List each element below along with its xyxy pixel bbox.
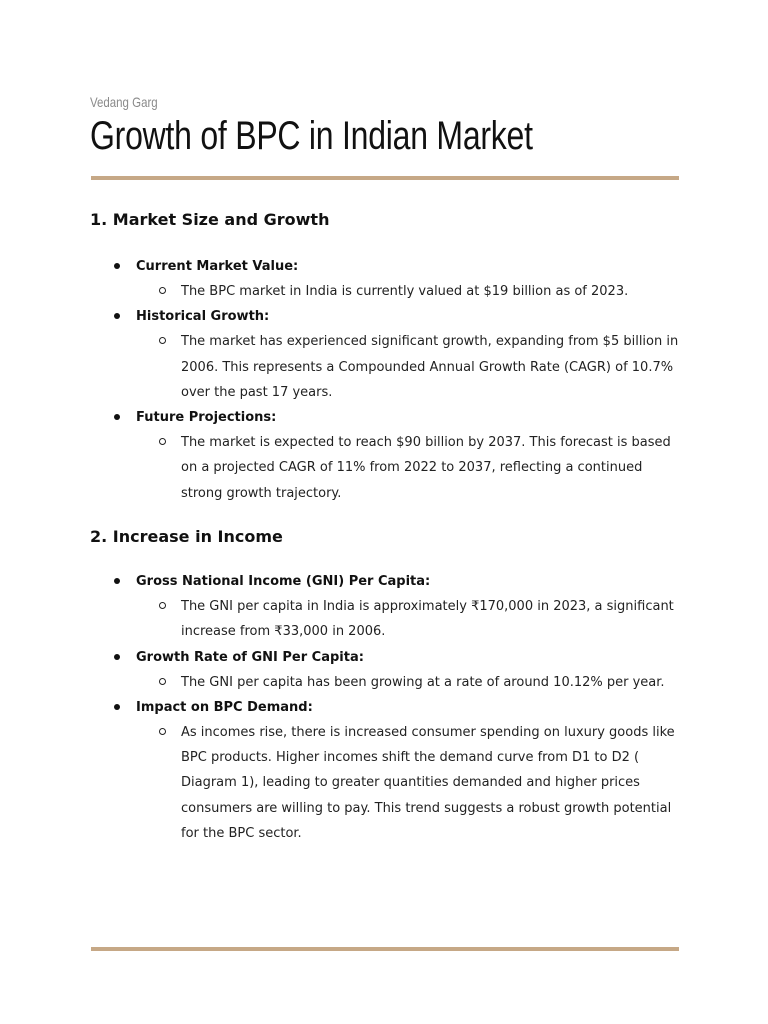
item-label-text: Future Projections: xyxy=(136,410,277,426)
section-heading-income: 2. Increase in Income xyxy=(90,527,283,546)
section-heading-market-size: 1. Market Size and Growth xyxy=(90,210,330,229)
list-item xyxy=(0,569,768,645)
circle-bullet-icon xyxy=(159,438,166,445)
item-label xyxy=(0,254,768,279)
author-name: Vedang Garg xyxy=(90,94,158,110)
list-item xyxy=(0,254,768,304)
bullet-icon xyxy=(114,414,120,420)
sub-item-text: The BPC market in India is currently valued at $19 billion as of 2023. xyxy=(181,284,629,299)
sub-item xyxy=(0,329,768,405)
item-label xyxy=(0,405,768,430)
income-list xyxy=(0,569,768,846)
circle-bullet-icon xyxy=(159,602,166,609)
sub-item-text: The GNI per capita has been growing at a rate of around 10.12% per year. xyxy=(181,674,665,690)
sub-item xyxy=(0,279,768,304)
sub-item-text: The market has experienced significant growth, expanding from $5 billion in 2006. This represents a Compounded Annual Growth Rate (CAGR) of 10.7% over the past 17 years. xyxy=(181,334,679,400)
item-label-text: Gross National Income (GNI) Per Capita: xyxy=(136,574,431,589)
item-label-text: Historical Growth: xyxy=(136,309,270,325)
sub-item xyxy=(0,594,768,645)
sub-item-text: The GNI per capita in India is approximately ₹170,000 in 2023, a significant increase from ₹33,000 in 2006. xyxy=(181,599,674,640)
footer-divider xyxy=(91,947,679,951)
item-label xyxy=(0,569,768,594)
item-label-text: Impact on BPC Demand: xyxy=(136,699,313,715)
item-label-text: Current Market Value: xyxy=(136,259,299,274)
circle-bullet-icon xyxy=(159,287,166,294)
bullet-icon xyxy=(114,263,120,269)
bullet-icon xyxy=(114,704,120,710)
list-item xyxy=(0,645,768,695)
list-item xyxy=(0,695,768,846)
item-label xyxy=(0,304,768,329)
sub-item-text: The market is expected to reach $90 billion by 2037. This forecast is based on a projected CAGR of 11% from 2022 to 2037, reflecting a continued strong growth trajectory. xyxy=(181,435,671,501)
sub-item xyxy=(0,430,768,506)
sub-item-text: As incomes rise, there is increased consumer spending on luxury goods like BPC products. Higher incomes shift the demand curve from D1 to D2 ( Diagram 1), leading to greater quantities demanded and higher prices consumers are willing to pay. This trend suggests a robust growth potential for the BPC sector. xyxy=(181,724,675,842)
page-title: Growth of BPC in Indian Market xyxy=(90,114,533,158)
item-label-text: Growth Rate of GNI Per Capita: xyxy=(136,649,364,665)
list-item xyxy=(0,405,768,506)
sub-item xyxy=(0,720,768,846)
circle-bullet-icon xyxy=(159,337,166,344)
sub-item xyxy=(0,670,768,695)
circle-bullet-icon xyxy=(159,728,166,735)
title-divider xyxy=(91,176,679,180)
list-item xyxy=(0,304,768,405)
market-size-list xyxy=(0,254,768,506)
item-label xyxy=(0,695,768,720)
bullet-icon xyxy=(114,654,120,660)
bullet-icon xyxy=(114,313,120,319)
circle-bullet-icon xyxy=(159,678,166,685)
bullet-icon xyxy=(114,578,120,584)
item-label xyxy=(0,645,768,670)
